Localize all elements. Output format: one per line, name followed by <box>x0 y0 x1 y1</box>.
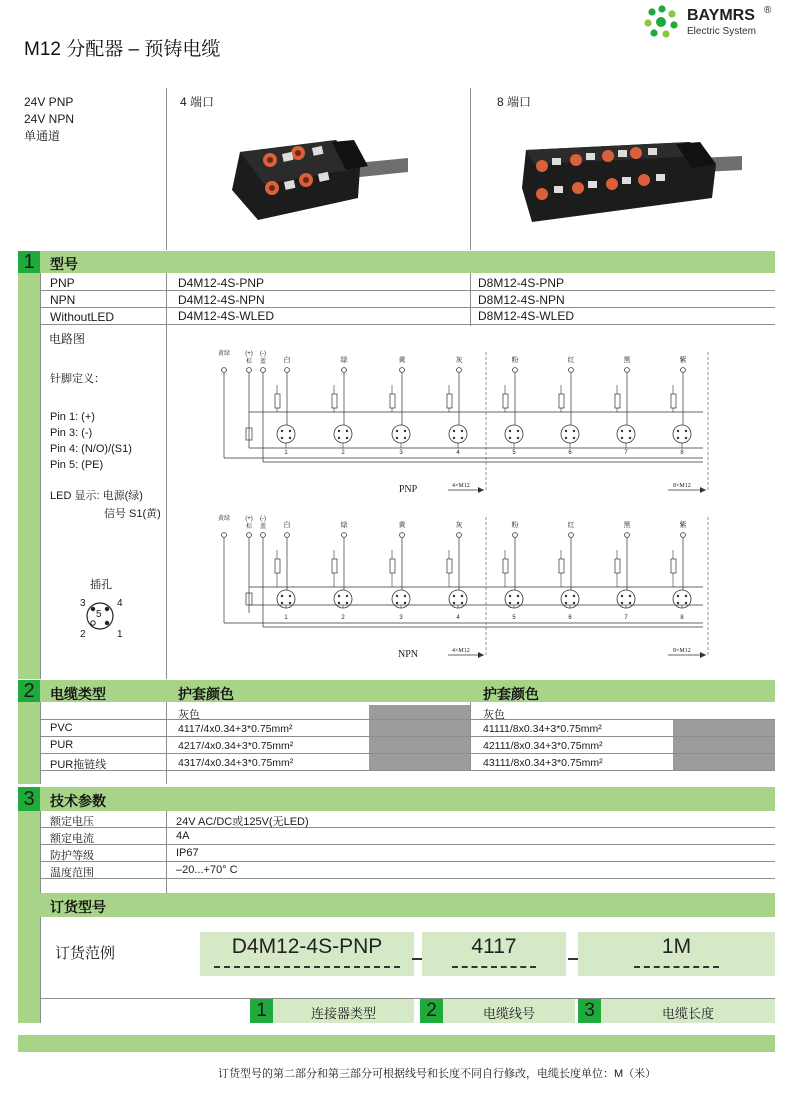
channel-number: 1 <box>284 615 288 621</box>
circuit-diagram-npn <box>168 505 773 665</box>
connector-pin <box>289 595 291 597</box>
channel-terminal <box>400 368 405 373</box>
channel-color-label: 黄 <box>398 357 406 364</box>
connector-pin <box>621 595 623 597</box>
led-power: LED 显示: 电源(绿) <box>50 490 143 502</box>
m12-connector <box>334 425 352 443</box>
connector-pin <box>404 430 406 432</box>
connector-pin <box>289 430 291 432</box>
connector-pin <box>346 602 348 604</box>
connector-pin <box>461 602 463 604</box>
wire-label: 黄绿 <box>217 351 231 357</box>
sheath-color-8-heading: 护套颜色 <box>483 686 539 702</box>
connector-pin <box>509 430 511 432</box>
m12-connector <box>277 425 295 443</box>
spec-protection-label: 防护等级 <box>50 850 94 862</box>
model-wled-label: WithoutLED <box>50 310 115 324</box>
m12-connector <box>561 425 579 443</box>
cable-pur-chain-label: PUR拖链线 <box>50 759 107 771</box>
cable-pvc-8: 41111/8x0.34+3*0.75mm² <box>483 723 602 735</box>
cable-pur-8: 42111/8x0.34+3*0.75mm² <box>483 740 603 752</box>
col-8-port: 8 端口 <box>497 95 532 109</box>
channel-color-label: 灰 <box>455 522 463 529</box>
pin-list <box>50 409 132 473</box>
m12-connector <box>392 425 410 443</box>
spec-temperature-label: 温度范围 <box>50 867 94 879</box>
channel-resistor <box>615 394 620 408</box>
pin-5: Pin 5: (PE) <box>50 459 104 471</box>
wire-label-blue: 蓝 <box>259 524 267 530</box>
channel-terminal <box>285 533 290 538</box>
connector-pin <box>517 430 519 432</box>
connector-pin <box>338 602 340 604</box>
connector-pin <box>677 595 679 597</box>
model-wled-8: D8M12-4S-WLED <box>478 309 575 323</box>
legend-2-label: 电缆线号 <box>482 1006 535 1021</box>
spec-current-label: 额定电流 <box>50 833 94 845</box>
model-pnp-8: D8M12-4S-PNP <box>478 276 565 290</box>
connector-pin <box>338 430 340 432</box>
channel-resistor <box>332 559 337 573</box>
circuit-diagram-pnp <box>168 340 773 500</box>
product-8port-image <box>520 138 742 228</box>
connector-pin <box>396 595 398 597</box>
order-part-3 <box>578 932 775 976</box>
channel-terminal <box>513 533 518 538</box>
connector-pin <box>565 430 567 432</box>
wire-label-brown: 棕 <box>245 524 253 530</box>
channel-number: 1 <box>284 450 288 456</box>
connector-pin <box>396 602 398 604</box>
connector-pin <box>396 430 398 432</box>
channel-color-label: 红 <box>567 357 575 364</box>
channel-color-label: 红 <box>567 522 575 529</box>
channel-color-label: 绿 <box>340 522 348 529</box>
channel-resistor <box>447 559 452 573</box>
wire-label: (-) <box>260 516 266 522</box>
pin-definition-label: 针脚定义： <box>50 373 105 385</box>
channel-resistor <box>275 394 280 408</box>
connector-pin <box>621 437 623 439</box>
order-legend <box>250 999 775 1023</box>
section-3-number: 3 <box>23 788 35 810</box>
spec-current-value: 4A <box>176 830 190 842</box>
socket-num-2: 2 <box>80 629 86 640</box>
socket-num-1: 1 <box>117 629 123 640</box>
channel-resistor <box>559 394 564 408</box>
sheath-color-4-heading: 护套颜色 <box>178 686 234 702</box>
connector-pin <box>565 595 567 597</box>
channel-color-label: 灰 <box>455 357 463 364</box>
circuit-label: 电路图 <box>49 332 86 346</box>
cable-pur-chain-8: 43111/8x0.34+3*0.75mm² <box>483 757 603 769</box>
socket-num-4: 4 <box>117 598 123 609</box>
wire-label-blue: 蓝 <box>259 359 267 365</box>
spec-temperature-value: –20...+70° C <box>176 864 238 876</box>
channel-number: 8 <box>680 615 684 621</box>
channel-terminal <box>342 533 347 538</box>
order-example-label: 订货范例 <box>55 945 116 962</box>
product-4port-image <box>228 132 408 227</box>
arrow-head <box>478 652 484 658</box>
wire-label: (+) <box>245 351 253 357</box>
channel-resistor <box>447 394 452 408</box>
port-count-8: 8×M12 <box>673 483 691 489</box>
channel-number: 4 <box>456 615 460 621</box>
channel-terminal <box>625 368 630 373</box>
connector-pin <box>677 437 679 439</box>
connector-pin <box>565 437 567 439</box>
connector-pin <box>685 437 687 439</box>
m12-connector <box>505 425 523 443</box>
arrow-head <box>700 652 706 658</box>
channel-resistor <box>615 559 620 573</box>
socket-num-5: 5 <box>96 609 102 620</box>
model-npn-4: D4M12-4S-NPN <box>178 293 265 307</box>
connector-pin <box>453 595 455 597</box>
pin-1: Pin 1: (+) <box>50 411 95 423</box>
channel-color-label: 绿 <box>340 357 348 364</box>
channel-number: 6 <box>568 450 572 456</box>
connector-pin <box>461 595 463 597</box>
wire-label: (+) <box>245 516 253 522</box>
channel-color-label: 黄 <box>398 522 406 529</box>
channel-number: 7 <box>624 615 628 621</box>
channel-terminal <box>457 368 462 373</box>
page-title: M12 分配器 – 预铸电缆 <box>24 39 221 60</box>
section-1-title: 型号 <box>50 256 78 272</box>
section-1-number: 1 <box>23 251 35 273</box>
model-npn-8: D8M12-4S-NPN <box>478 293 565 307</box>
connector-pin <box>629 437 631 439</box>
channel-terminal <box>625 533 630 538</box>
model-npn-label: NPN <box>50 293 76 307</box>
channel-resistor <box>390 559 395 573</box>
channel-number: 3 <box>399 615 403 621</box>
channel-number: 5 <box>512 450 516 456</box>
pin-3: Pin 3: (-) <box>50 427 93 439</box>
legend-1-label: 连接器类型 <box>310 1006 376 1021</box>
section-3-title: 技术参数 <box>50 793 106 809</box>
channel-resistor <box>275 559 280 573</box>
channel-number: 4 <box>456 450 460 456</box>
channel-terminal <box>285 368 290 373</box>
cable-pvc-label: PVC <box>50 722 73 734</box>
intro-line-pnp: 24V PNP <box>24 95 74 109</box>
connector-pin <box>629 602 631 604</box>
wire-terminal <box>247 368 252 373</box>
channel-color-label: 紫 <box>679 522 687 529</box>
connector-pin <box>517 595 519 597</box>
port-count-4: 4×M12 <box>452 648 470 654</box>
connector-pin <box>573 430 575 432</box>
channel-color-label: 粉 <box>511 357 519 364</box>
intro-lines <box>24 94 74 145</box>
channel-color-label: 白 <box>283 522 291 529</box>
model-pnp-4: D4M12-4S-PNP <box>178 276 265 290</box>
connector-pin <box>281 437 283 439</box>
connector-pin <box>346 430 348 432</box>
connector-pin <box>453 437 455 439</box>
channel-number: 6 <box>568 615 572 621</box>
connector-pin <box>677 430 679 432</box>
model-wled-4: D4M12-4S-WLED <box>178 309 275 323</box>
order-title: 订货型号 <box>50 899 106 915</box>
connector-pin <box>685 602 687 604</box>
intro-line-single: 单通道 <box>24 129 61 143</box>
connector-pin <box>517 437 519 439</box>
wire-terminal <box>222 368 227 373</box>
spec-voltage-value: 24V AC/DC或125V(无LED) <box>176 816 309 828</box>
channel-terminal <box>342 368 347 373</box>
connector-pin <box>685 430 687 432</box>
order-part-1-value: D4M12-4S-PNP <box>231 935 383 958</box>
connector-pin <box>565 602 567 604</box>
legend-2-num: 2 <box>426 1000 437 1021</box>
legend-3-label: 电缆长度 <box>661 1006 714 1021</box>
connector-pin <box>346 437 348 439</box>
section-2-title: 电缆类型 <box>50 686 106 702</box>
order-part-2 <box>422 932 566 976</box>
wire-terminal <box>222 533 227 538</box>
cable-pur-4: 4217/4x0.34+3*0.75mm² <box>178 740 294 752</box>
channel-resistor <box>671 394 676 408</box>
channel-number: 8 <box>680 450 684 456</box>
channel-number: 5 <box>512 615 516 621</box>
connector-pin <box>281 430 283 432</box>
order-part-3-value: 1M <box>661 935 692 958</box>
connector-pin <box>685 595 687 597</box>
m12-connector <box>449 425 467 443</box>
cable-pvc-4: 4117/4x0.34+3*0.75mm² <box>178 723 293 735</box>
connector-pin <box>404 602 406 604</box>
channel-terminal <box>457 533 462 538</box>
connector-pin <box>621 430 623 432</box>
connector-pin <box>289 602 291 604</box>
legend-3-num: 3 <box>584 1000 595 1021</box>
socket-pinout <box>74 596 134 644</box>
socket-num-3: 3 <box>80 598 86 609</box>
channel-resistor <box>503 394 508 408</box>
channel-resistor <box>671 559 676 573</box>
connector-pin <box>573 602 575 604</box>
wire-terminal <box>261 533 266 538</box>
brand-subtitle: Electric System <box>687 26 756 37</box>
wire-terminal <box>247 533 252 538</box>
channel-color-label: 白 <box>283 357 291 364</box>
channel-resistor <box>332 394 337 408</box>
connector-pin <box>338 437 340 439</box>
wire-terminal <box>261 368 266 373</box>
socket-label: 插孔 <box>90 579 112 591</box>
arrow-head <box>478 487 484 493</box>
connector-pin <box>677 602 679 604</box>
cable-pur-label: PUR <box>50 739 74 751</box>
led-signal: 信号 S1(黄) <box>104 508 161 520</box>
channel-terminal <box>681 533 686 538</box>
connector-pin <box>461 437 463 439</box>
sheath-grey-4: 灰色 <box>178 709 200 721</box>
channel-resistor <box>559 559 564 573</box>
cable-pur-chain-4: 4317/4x0.34+3*0.75mm² <box>178 757 294 769</box>
port-count-4: 4×M12 <box>452 483 470 489</box>
connector-pin <box>404 437 406 439</box>
channel-terminal <box>513 368 518 373</box>
model-pnp-label: PNP <box>50 276 75 290</box>
connector-pin <box>281 595 283 597</box>
sheath-grey-8: 灰色 <box>483 709 505 721</box>
wire-label: 黄绿 <box>217 516 231 522</box>
brand-logo <box>643 5 793 39</box>
connector-pin <box>517 602 519 604</box>
connector-pin <box>396 437 398 439</box>
channel-resistor <box>503 559 508 573</box>
connector-pin <box>453 430 455 432</box>
connector-pin <box>338 595 340 597</box>
order-part-1 <box>200 932 414 976</box>
connector-pin <box>621 602 623 604</box>
spec-voltage-label: 额定电压 <box>50 816 94 828</box>
connector-pin <box>509 602 511 604</box>
intro-line-npn: 24V NPN <box>24 112 75 126</box>
order-note: 订货型号的第二部分和第三部分可根据线号和长度不同自行修改，电缆长度单位：M（米） <box>218 1068 657 1080</box>
channel-color-label: 粉 <box>511 522 519 529</box>
connector-pin <box>629 595 631 597</box>
arrow-head <box>700 487 706 493</box>
diagram-mode-label: NPN <box>397 649 419 660</box>
channel-color-label: 紫 <box>679 357 687 364</box>
channel-terminal <box>400 533 405 538</box>
connector-pin <box>509 437 511 439</box>
diagram-mode-label: PNP <box>398 484 418 495</box>
m12-connector <box>617 425 635 443</box>
channel-number: 2 <box>341 450 345 456</box>
pin-4: Pin 4: (N/O)/(S1) <box>50 443 132 455</box>
logo-icon <box>643 5 681 39</box>
channel-number: 3 <box>399 450 403 456</box>
wire-label-brown: 棕 <box>245 359 253 365</box>
spec-protection-value: IP67 <box>176 847 199 859</box>
channel-number: 2 <box>341 615 345 621</box>
port-count-8: 8×M12 <box>673 648 691 654</box>
connector-pin <box>289 437 291 439</box>
channel-resistor <box>390 394 395 408</box>
connector-pin <box>404 595 406 597</box>
connector-pin <box>453 602 455 604</box>
connector-pin <box>509 595 511 597</box>
connector-pin <box>346 595 348 597</box>
legend-1-num: 1 <box>256 1000 267 1021</box>
section-2-number: 2 <box>23 680 35 702</box>
channel-terminal <box>569 533 574 538</box>
connector-pin <box>573 437 575 439</box>
connector-pin <box>461 430 463 432</box>
order-part-2-value: 4117 <box>471 935 517 958</box>
m12-connector <box>673 425 691 443</box>
channel-terminal <box>681 368 686 373</box>
brand-name: BAYMRS <box>687 7 755 24</box>
connector-pin <box>629 430 631 432</box>
connector-pin <box>281 602 283 604</box>
connector-pin <box>573 595 575 597</box>
channel-number: 7 <box>624 450 628 456</box>
brand-registered: ® <box>764 5 772 16</box>
wire-label: (-) <box>260 351 266 357</box>
channel-color-label: 黑 <box>623 357 631 364</box>
channel-color-label: 黑 <box>623 522 631 529</box>
channel-terminal <box>569 368 574 373</box>
col-4-port: 4 端口 <box>180 95 215 109</box>
